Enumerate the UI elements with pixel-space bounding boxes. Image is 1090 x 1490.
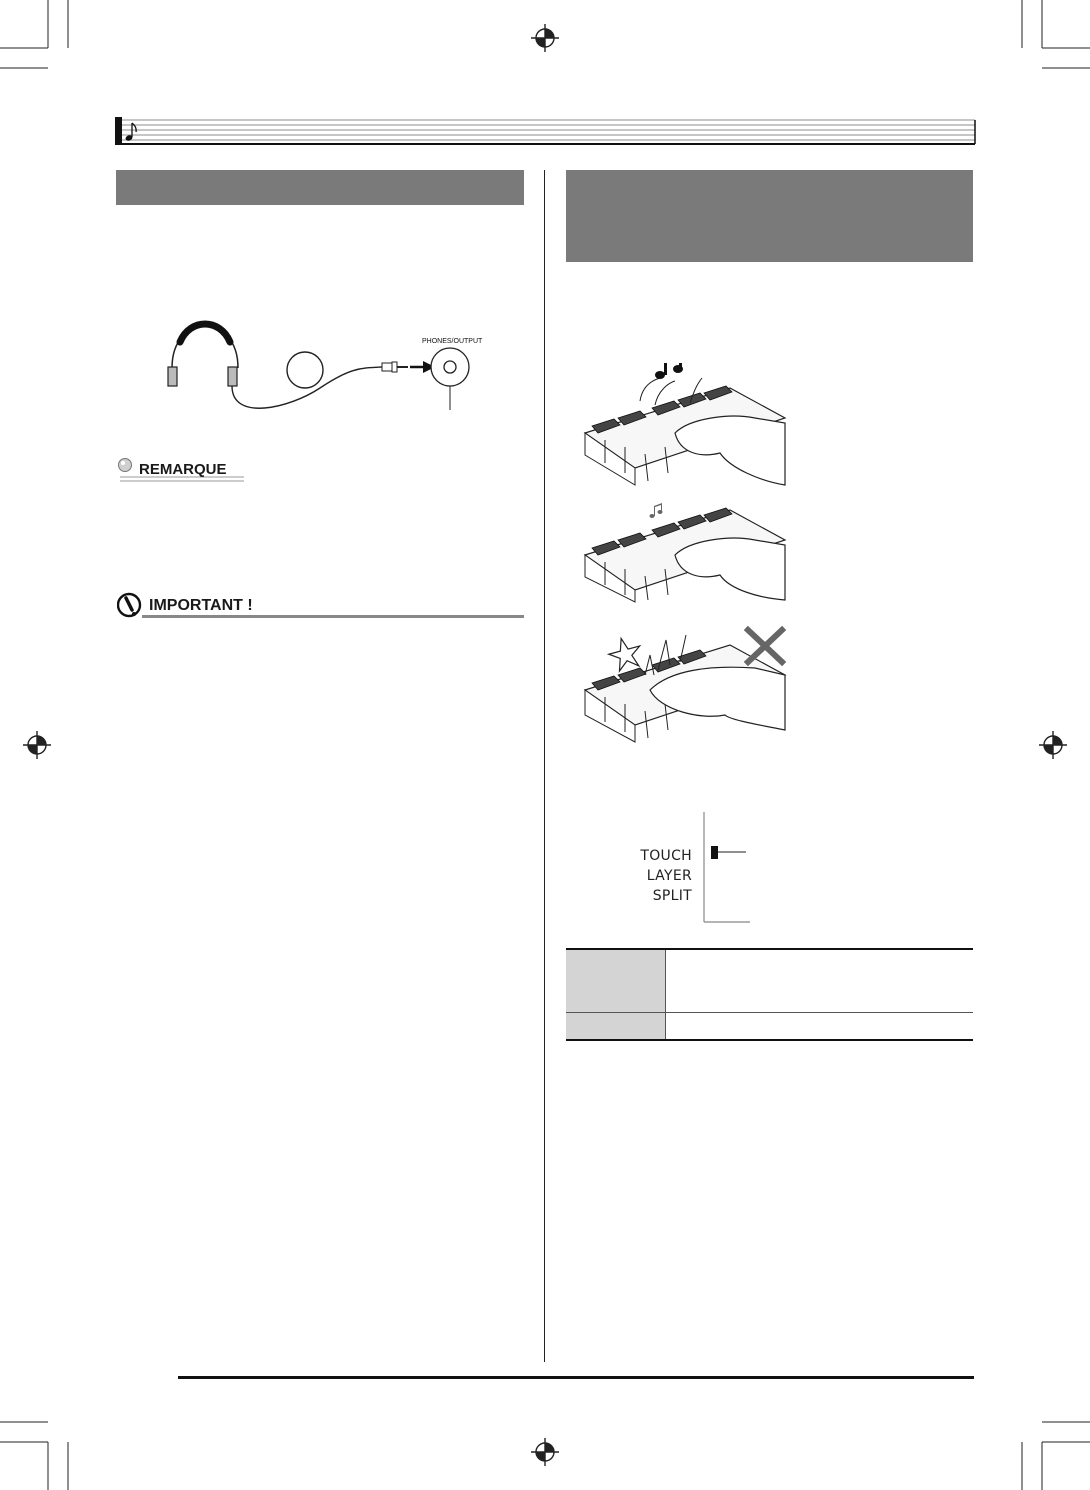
table-bottom-rule xyxy=(566,1039,973,1041)
important-rule xyxy=(142,615,524,618)
music-note-large-icon xyxy=(655,363,683,379)
cross-icon xyxy=(748,630,782,662)
important-label: IMPORTANT ! xyxy=(149,597,253,614)
remarque-label: REMARQUE xyxy=(139,461,227,478)
footer-rule xyxy=(178,1376,974,1379)
table-row-1-header xyxy=(566,950,665,1012)
header-staff xyxy=(115,117,977,147)
keyboard-touch-incorrect-figure xyxy=(580,620,795,745)
touch-indicator-mark xyxy=(711,846,718,859)
eighth-note-icon xyxy=(125,123,136,142)
phones-output-jack-icon xyxy=(431,348,469,386)
keyboard-touch-strong-figure xyxy=(580,363,795,488)
indicator-touch-label: TOUCH xyxy=(640,848,692,864)
headphones-icon xyxy=(168,324,238,386)
star-icon xyxy=(606,634,645,672)
table-column-divider xyxy=(665,950,666,1039)
indicator-display xyxy=(600,812,760,924)
indicator-layer-label: LAYER xyxy=(646,868,692,884)
right-section-header-bar xyxy=(566,170,973,262)
jack-label: PHONES/OUTPUT xyxy=(422,338,483,345)
keyboard-touch-soft-figure xyxy=(580,500,795,610)
indicator-split-label: SPLIT xyxy=(652,888,692,904)
left-section-header-bar xyxy=(116,170,524,205)
indicator-frame xyxy=(700,812,760,924)
column-divider xyxy=(544,170,545,1362)
music-note-small-icon xyxy=(650,503,663,518)
plug-icon xyxy=(382,362,408,372)
table-row-2-header xyxy=(566,1013,665,1039)
headphones-connection-figure xyxy=(160,312,490,424)
settings-table xyxy=(566,948,973,1041)
